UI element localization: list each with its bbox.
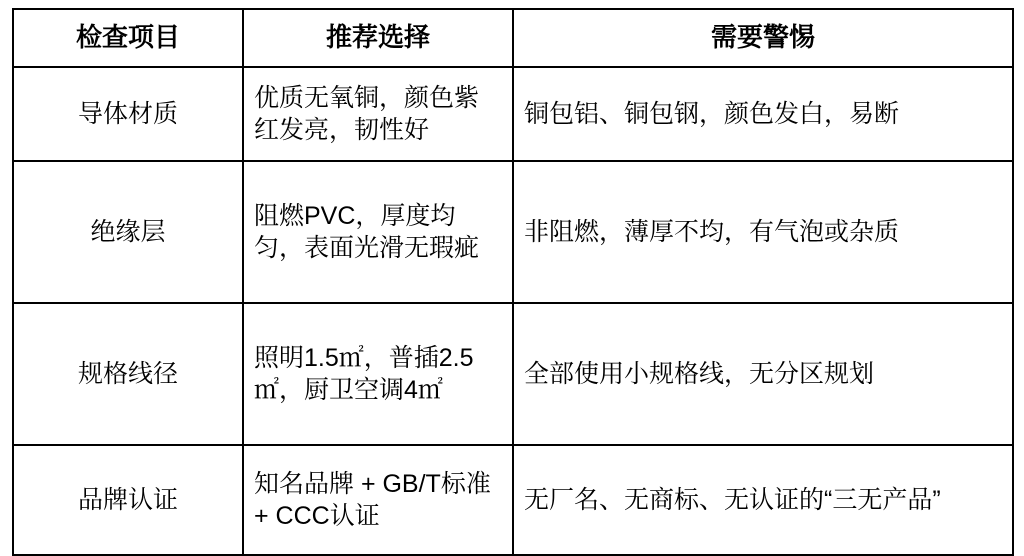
cell-item: 导体材质 xyxy=(13,67,243,161)
table-header xyxy=(13,9,1013,67)
column-header-recommended: 推荐选择 xyxy=(243,9,513,67)
cell-item: 绝缘层 xyxy=(13,161,243,303)
cell-item: 规格线径 xyxy=(13,303,243,445)
table-row xyxy=(13,161,1013,303)
cell-warning: 铜包铝、铜包钢，颜色发白，易断 xyxy=(513,67,1013,161)
cell-warning: 全部使用小规格线，无分区规划 xyxy=(513,303,1013,445)
cell-recommended: 优质无氧铜，颜色紫红发亮，韧性好 xyxy=(243,67,513,161)
table-row xyxy=(13,303,1013,445)
cell-warning: 非阻燃，薄厚不均，有气泡或杂质 xyxy=(513,161,1013,303)
column-header-item: 检查项目 xyxy=(13,9,243,67)
table-row xyxy=(13,445,1013,555)
table-header-row xyxy=(13,9,1013,67)
cell-recommended: 阻燃PVC，厚度均匀，表面光滑无瑕疵 xyxy=(243,161,513,303)
cell-recommended: 知名品牌 + GB/T标准 + CCC认证 xyxy=(243,445,513,555)
cell-item: 品牌认证 xyxy=(13,445,243,555)
wire-inspection-table xyxy=(12,8,1014,556)
table-body xyxy=(13,67,1013,555)
table-row xyxy=(13,67,1013,161)
column-header-warning: 需要警惕 xyxy=(513,9,1013,67)
cell-warning: 无厂名、无商标、无认证的“三无产品” xyxy=(513,445,1013,555)
cell-recommended: 照明1.5㎡，普插2.5㎡，厨卫空调4㎡ xyxy=(243,303,513,445)
